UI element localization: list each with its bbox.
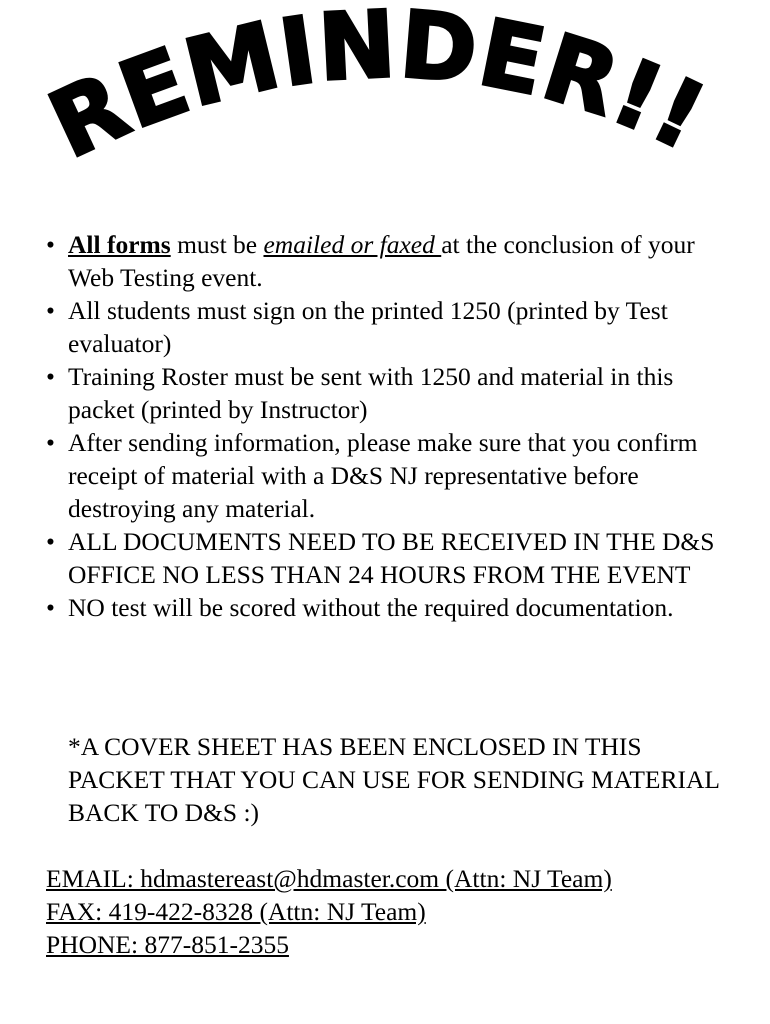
emailed-or-faxed-text: emailed or faxed (263, 230, 442, 259)
reminder-heading (0, 0, 770, 200)
list-item-text: After sending information, please make sure that you confirm receipt of material with a D&S NJ representative before destroying any material. (68, 428, 698, 523)
list-item-text: Training Roster must be sent with 1250 and material in this packet (printed by Instructor) (68, 362, 674, 424)
list-item-text: NO test will be scored without the required documentation. (68, 593, 674, 622)
reminder-list (46, 228, 736, 624)
must-be-text: must be (170, 230, 264, 259)
svg-text:REMINDER!! (34, 0, 721, 179)
cover-sheet-note: *A COVER SHEET HAS BEEN ENCLOSED IN THIS PACKET THAT YOU CAN USE FOR SENDING MATERIAL BACK TO D&S :) (68, 732, 720, 827)
list-item-text: All students must sign on the printed 1250 (printed by Test evaluator) (68, 296, 668, 358)
conclusion-text: at the conclusion of your Web Testing event. (68, 230, 695, 292)
list-item (46, 591, 736, 624)
all-forms-text: All forms (68, 230, 171, 259)
phone-line: PHONE: 877-851-2355 (46, 930, 289, 959)
list-item (46, 294, 736, 360)
reminder-heading-text: REMINDER!! (34, 0, 722, 180)
list-item (46, 426, 736, 525)
list-item (46, 228, 736, 294)
email-line: EMAIL: hdmastereast@hdmaster.com (Attn: NJ Team) (46, 864, 612, 893)
reminder-heading-art (0, 0, 770, 200)
list-item (46, 360, 736, 426)
list-item-text: ALL DOCUMENTS NEED TO BE RECEIVED IN THE D&S OFFICE NO LESS THAN 24 HOURS FROM THE EVENT (68, 527, 715, 589)
list-item (46, 525, 736, 591)
fax-line: FAX: 419-422-8328 (Attn: NJ Team) (46, 897, 426, 926)
contact-info (46, 862, 736, 961)
